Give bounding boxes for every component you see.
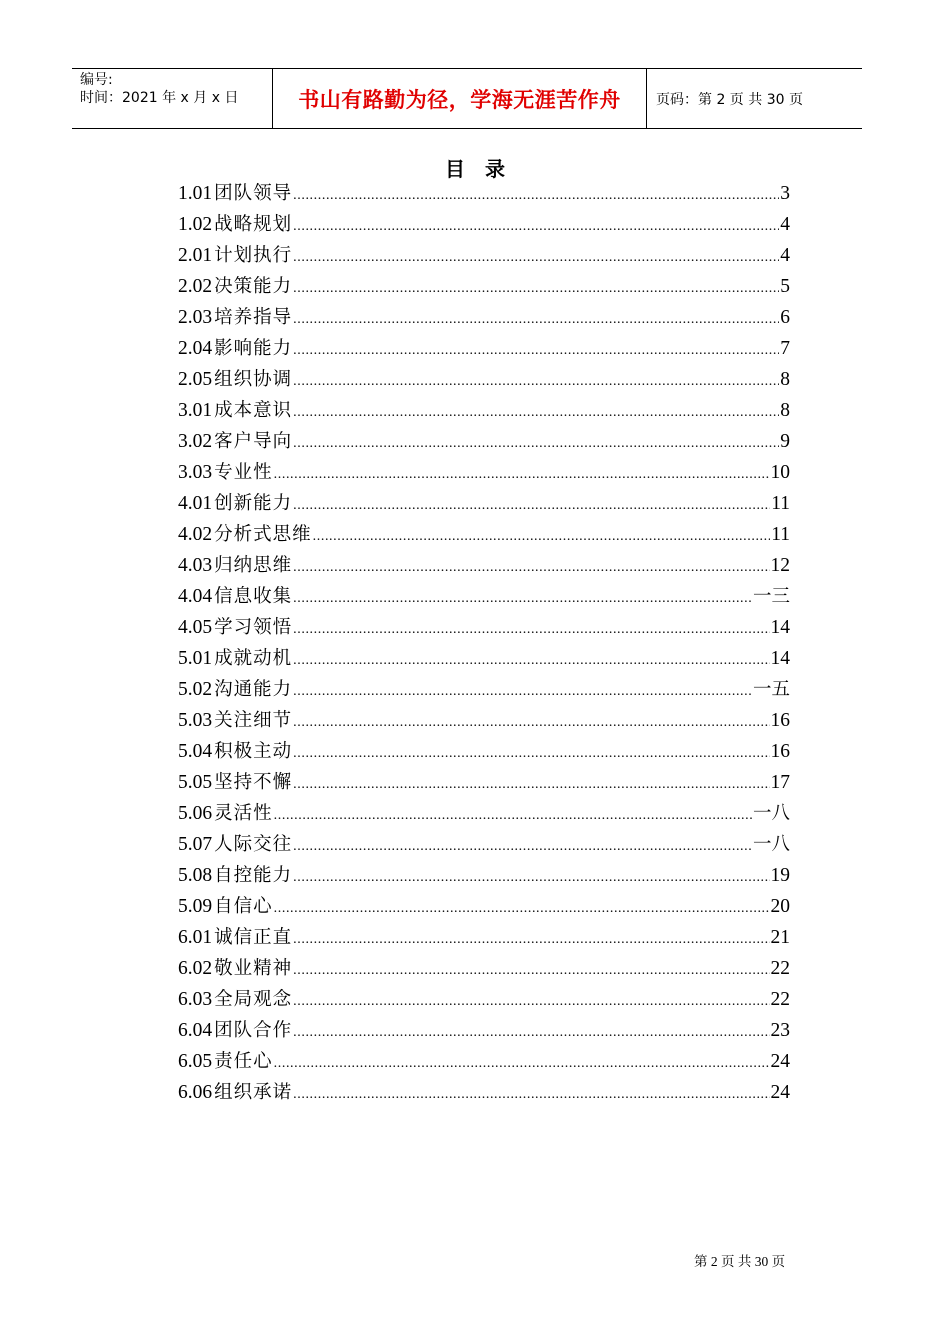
toc-dot-leader: [293, 335, 779, 366]
toc-entry-number: 5.06: [178, 803, 213, 824]
table-of-contents: [178, 178, 790, 1108]
toc-entry-label: 积极主动: [214, 741, 293, 762]
toc-entry-number: 6.06: [178, 1082, 213, 1103]
toc-entry-number: 3.01: [178, 400, 213, 421]
toc-dot-leader: [293, 583, 752, 614]
toc-entry-page: 22: [770, 989, 790, 1010]
toc-entry-page: 24: [770, 1051, 790, 1072]
toc-entry[interactable]: [178, 1077, 790, 1108]
toc-entry[interactable]: [178, 984, 790, 1015]
toc-entry-label: 团队领导: [214, 183, 293, 204]
toc-entry-label: 决策能力: [214, 276, 293, 297]
toc-dot-leader: [293, 707, 769, 738]
toc-entry-number: 4.03: [178, 555, 213, 576]
toc-entry-label: 专业性: [214, 462, 273, 483]
toc-entry[interactable]: [178, 674, 790, 705]
toc-entry[interactable]: [178, 178, 790, 209]
toc-entry-number: 2.05: [178, 369, 213, 390]
toc-entry-label: 关注细节: [214, 710, 293, 731]
toc-entry-page: 17: [770, 772, 790, 793]
toc-entry-page: 9: [780, 431, 790, 452]
toc-entry[interactable]: [178, 891, 790, 922]
toc-dot-leader: [293, 304, 779, 335]
header-page-info: 页码：第 2 页 共 30 页: [656, 91, 803, 108]
toc-entry-page: 6: [780, 307, 790, 328]
toc-entry[interactable]: [178, 612, 790, 643]
toc-entry-label: 团队合作: [214, 1020, 293, 1041]
toc-entry-number: 4.01: [178, 493, 213, 514]
toc-entry[interactable]: [178, 860, 790, 891]
toc-title: 目录: [445, 157, 525, 181]
toc-entry-page: 5: [780, 276, 790, 297]
toc-entry[interactable]: [178, 395, 790, 426]
toc-entry-page: 8: [780, 400, 790, 421]
toc-entry-page: 3: [780, 183, 790, 204]
toc-entry-number: 2.04: [178, 338, 213, 359]
toc-entry-page: 4: [780, 245, 790, 266]
toc-entry[interactable]: [178, 240, 790, 271]
toc-entry-page: 一八: [752, 803, 790, 824]
toc-entry[interactable]: [178, 333, 790, 364]
toc-entry-number: 2.01: [178, 245, 213, 266]
toc-dot-leader: [293, 738, 769, 769]
toc-dot-leader: [293, 242, 779, 273]
toc-dot-leader: [313, 521, 771, 552]
toc-dot-leader: [293, 862, 769, 893]
toc-dot-leader: [293, 614, 769, 645]
toc-entry-number: 2.02: [178, 276, 213, 297]
toc-entry[interactable]: [178, 364, 790, 395]
toc-dot-leader: [293, 1079, 769, 1110]
toc-entry-label: 影响能力: [214, 338, 293, 359]
toc-entry[interactable]: [178, 829, 790, 860]
toc-entry-number: 4.02: [178, 524, 213, 545]
toc-entry-number: 2.03: [178, 307, 213, 328]
page-header: [72, 68, 862, 129]
toc-entry-label: 灵活性: [214, 803, 273, 824]
toc-dot-leader: [293, 676, 752, 707]
toc-entry-page: 20: [770, 896, 790, 917]
toc-entry-page: 16: [770, 741, 790, 762]
toc-entry[interactable]: [178, 271, 790, 302]
toc-entry-number: 6.04: [178, 1020, 213, 1041]
toc-entry-label: 敬业精神: [214, 958, 293, 979]
toc-entry[interactable]: [178, 1046, 790, 1077]
toc-entry[interactable]: [178, 581, 790, 612]
toc-entry[interactable]: [178, 705, 790, 736]
toc-entry[interactable]: [178, 798, 790, 829]
toc-entry[interactable]: [178, 953, 790, 984]
toc-dot-leader: [293, 273, 779, 304]
toc-entry-number: 5.03: [178, 710, 213, 731]
toc-dot-leader: [293, 552, 769, 583]
toc-entry-number: 1.01: [178, 183, 213, 204]
toc-entry[interactable]: [178, 643, 790, 674]
toc-entry-label: 成本意识: [214, 400, 293, 421]
toc-entry-page: 11: [771, 524, 790, 545]
toc-entry-number: 5.02: [178, 679, 213, 700]
header-number-label: 编号:: [80, 72, 113, 88]
toc-entry-page: 19: [770, 865, 790, 886]
toc-entry-number: 5.04: [178, 741, 213, 762]
toc-entry-page: 10: [770, 462, 790, 483]
page-footer: 第 2 页 共 30 页: [694, 1254, 786, 1269]
toc-entry[interactable]: [178, 922, 790, 953]
toc-entry-page: 21: [770, 927, 790, 948]
toc-dot-leader: [293, 924, 769, 955]
toc-dot-leader: [293, 211, 779, 242]
toc-entry-page: 一五: [752, 679, 790, 700]
toc-entry-label: 人际交往: [214, 834, 293, 855]
toc-dot-leader: [274, 1048, 770, 1079]
toc-dot-leader: [293, 986, 769, 1017]
toc-entry[interactable]: [178, 550, 790, 581]
toc-entry[interactable]: [178, 488, 790, 519]
toc-entry-label: 计划执行: [214, 245, 293, 266]
toc-entry-page: 7: [780, 338, 790, 359]
toc-entry-label: 组织协调: [214, 369, 293, 390]
toc-entry-label: 战略规划: [214, 214, 293, 235]
toc-dot-leader: [274, 800, 752, 831]
toc-entry-number: 4.04: [178, 586, 213, 607]
toc-entry[interactable]: [178, 736, 790, 767]
toc-entry[interactable]: [178, 457, 790, 488]
toc-entry-number: 1.02: [178, 214, 213, 235]
toc-entry-label: 责任心: [214, 1051, 273, 1072]
toc-entry[interactable]: [178, 302, 790, 333]
toc-dot-leader: [293, 490, 770, 521]
toc-entry-label: 组织承诺: [214, 1082, 293, 1103]
toc-entry[interactable]: [178, 519, 790, 550]
toc-entry-label: 自信心: [214, 896, 273, 917]
toc-dot-leader: [293, 428, 779, 459]
toc-entry-number: 5.01: [178, 648, 213, 669]
toc-entry-page: 23: [770, 1020, 790, 1041]
toc-entry-page: 4: [780, 214, 790, 235]
toc-entry[interactable]: [178, 209, 790, 240]
toc-entry-label: 客户导向: [214, 431, 293, 452]
toc-entry-page: 一三: [752, 586, 790, 607]
toc-entry-page: 14: [770, 617, 790, 638]
toc-dot-leader: [274, 459, 770, 490]
toc-dot-leader: [293, 366, 779, 397]
toc-dot-leader: [293, 955, 769, 986]
toc-entry-label: 全局观念: [214, 989, 293, 1010]
toc-entry-label: 诚信正直: [214, 927, 293, 948]
toc-entry-label: 分析式思维: [214, 524, 312, 545]
toc-entry-number: 5.07: [178, 834, 213, 855]
toc-dot-leader: [293, 769, 769, 800]
toc-entry-number: 6.02: [178, 958, 213, 979]
toc-entry-page: 11: [771, 493, 790, 514]
toc-entry-number: 6.05: [178, 1051, 213, 1072]
header-motto: 书山有路勤为径，学海无涯苦作舟: [273, 69, 647, 128]
toc-entry-label: 培养指导: [214, 307, 293, 328]
toc-entry-number: 5.05: [178, 772, 213, 793]
toc-entry-label: 归纳思维: [214, 555, 293, 576]
toc-entry-label: 成就动机: [214, 648, 293, 669]
toc-dot-leader: [274, 893, 770, 924]
toc-entry-label: 学习领悟: [214, 617, 293, 638]
header-meta: [72, 69, 273, 128]
toc-entry-number: 5.08: [178, 865, 213, 886]
toc-entry[interactable]: [178, 426, 790, 457]
toc-entry-label: 沟通能力: [214, 679, 293, 700]
toc-entry-page: 8: [780, 369, 790, 390]
toc-entry-label: 坚持不懈: [214, 772, 293, 793]
toc-entry-number: 3.02: [178, 431, 213, 452]
toc-entry-page: 12: [770, 555, 790, 576]
toc-entry[interactable]: [178, 1015, 790, 1046]
toc-dot-leader: [293, 180, 779, 211]
toc-entry-number: 4.05: [178, 617, 213, 638]
toc-entry-label: 信息收集: [214, 586, 293, 607]
toc-entry-page: 16: [770, 710, 790, 731]
toc-dot-leader: [293, 397, 779, 428]
toc-dot-leader: [293, 831, 752, 862]
header-time-label: 时间：2021 年 x 月 x 日: [80, 90, 239, 106]
toc-entry-number: 6.01: [178, 927, 213, 948]
toc-entry-page: 22: [770, 958, 790, 979]
toc-entry-number: 6.03: [178, 989, 213, 1010]
toc-entry-label: 创新能力: [214, 493, 293, 514]
toc-entry-number: 3.03: [178, 462, 213, 483]
toc-dot-leader: [293, 1017, 769, 1048]
toc-entry-page: 14: [770, 648, 790, 669]
toc-entry-page: 一八: [752, 834, 790, 855]
toc-entry-number: 5.09: [178, 896, 213, 917]
toc-entry-page: 24: [770, 1082, 790, 1103]
toc-entry-label: 自控能力: [214, 865, 293, 886]
toc-entry[interactable]: [178, 767, 790, 798]
toc-dot-leader: [293, 645, 769, 676]
